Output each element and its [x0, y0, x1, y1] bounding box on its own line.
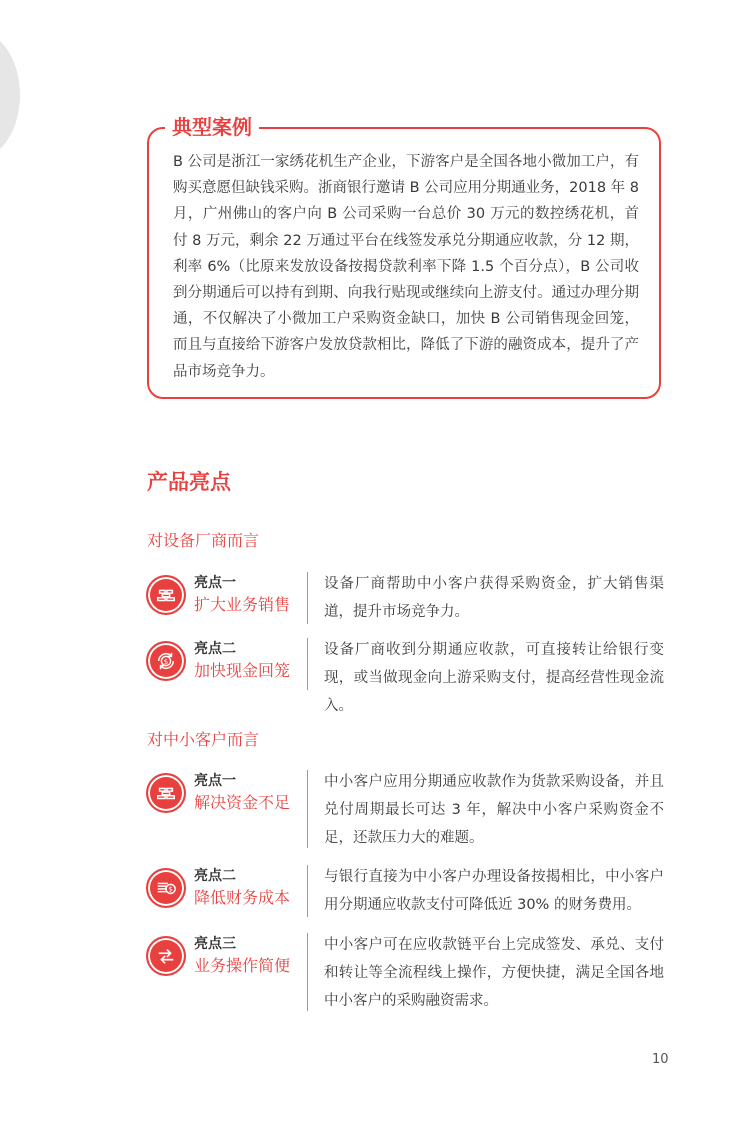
coins-stack-icon [146, 575, 186, 615]
coins-stack-icon [146, 773, 186, 813]
divider [307, 933, 308, 1011]
highlight-number: 亮点二 [194, 641, 236, 657]
case-body [173, 149, 639, 385]
svg-text:$: $ [168, 884, 173, 894]
divider [307, 770, 308, 848]
case-paragraph: B 公司是浙江一家绣花机生产企业，下游客户是全国各地小微加工户，有购买意愿但缺钱采购。浙商银行邀请 B 公司应用分期通业务，2018 年 8 月，广州佛山的客户向 B 公司采购一台总价 30 万元的数控绣花机，首付 8 万元，剩余 22 万通过平台在线签发承兑分期通应收款，分 12 期，利率 6%（比原来发放设备按揭贷款利率下降 1.5 个百分点），B 公司收到分期通后可以持有到期、向我行贴现或继续向上游支付。通过办理分期通，不仅解决了小微加工户采购资金缺口，加快 B 公司销售现金回笼，而且与直接给下游客户发放贷款相比，降低了下游的融资成本，提升了产品市场竞争力。 [173, 154, 640, 380]
audience-small-customers: 对中小客户而言 [147, 730, 260, 749]
coin-refresh-icon [146, 641, 186, 681]
highlight-name: 解决资金不足 [194, 793, 291, 812]
highlight-name: 扩大业务销售 [194, 595, 291, 614]
highlight-name: 业务操作简便 [194, 956, 291, 975]
highlight-description: 中小客户应用分期通应收款作为货款采购设备，并且兑付周期最长可达 3 年，解决中小客户采购资金不足，还款压力大的难题。 [324, 774, 664, 846]
audience-manufacturers: 对设备厂商而言 [147, 531, 260, 550]
case-title: 典型案例 [165, 114, 259, 140]
highlight-description: 设备厂商收到分期通应收款，可直接转让给银行变现，或当做现金向上游采购支付，提高经营性现金流入。 [324, 642, 664, 714]
divider [307, 572, 308, 624]
highlight-number: 亮点一 [194, 575, 236, 591]
highlight-description: 与银行直接为中小客户办理设备按揭相比，中小客户用分期通应收款支付可降低近 30% 的财务费用。 [324, 869, 664, 913]
divider [307, 638, 308, 690]
page-number: 10 [652, 1052, 669, 1067]
decorative-corner-arc [0, 30, 20, 160]
svg-text:$: $ [163, 657, 169, 667]
highlight-name: 降低财务成本 [194, 888, 291, 907]
typical-case-box [147, 115, 661, 399]
product-highlights-title: 产品亮点 [147, 470, 231, 494]
cash-dollar-icon [146, 868, 186, 908]
divider [307, 865, 308, 917]
highlight-name: 加快现金回笼 [194, 661, 291, 680]
highlight-number: 亮点一 [194, 773, 236, 789]
highlight-number: 亮点二 [194, 868, 236, 884]
highlight-number: 亮点三 [194, 936, 236, 952]
highlight-description: 设备厂商帮助中小客户获得采购资金，扩大销售渠道，提升市场竞争力。 [324, 576, 664, 620]
exchange-arrows-icon [146, 936, 186, 976]
highlight-description: 中小客户可在应收款链平台上完成签发、承兑、支付和转让等全流程线上操作，方便快捷，满足全国各地中小客户的采购融资需求。 [324, 937, 664, 1009]
